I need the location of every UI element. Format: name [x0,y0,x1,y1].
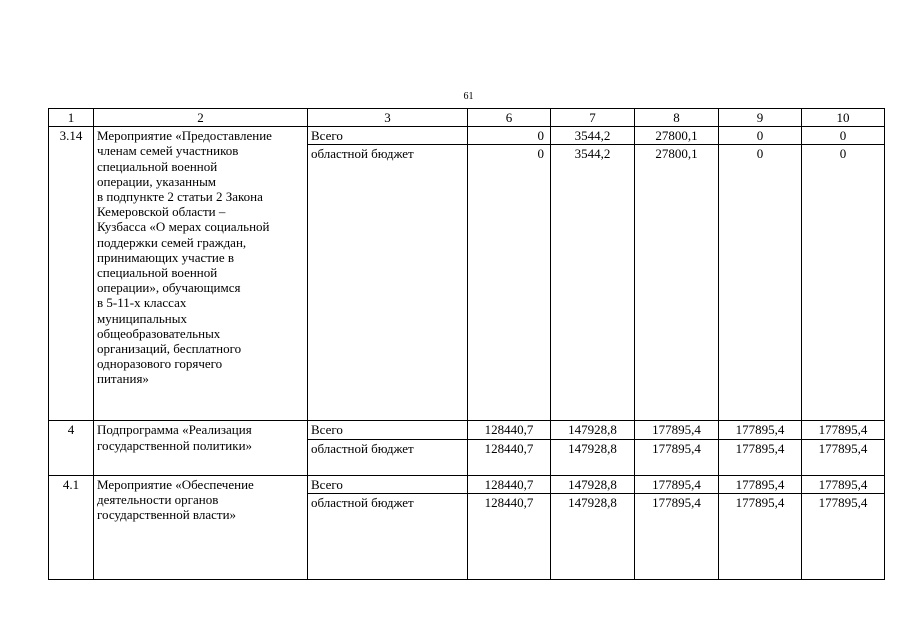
row-code: 3.14 [49,127,94,421]
header-cell: 10 [802,109,885,127]
value-cell: 147928,8 [551,475,635,493]
funding-source: областной бюджет [308,493,468,579]
value-cell: 177895,4 [802,421,885,439]
value-cell: 27800,1 [635,145,719,421]
table-row [49,127,885,145]
value-cell: 147928,8 [551,493,635,579]
value-cell: 177895,4 [802,439,885,475]
funding-source: областной бюджет [308,439,468,475]
header-cell: 3 [308,109,468,127]
funding-source: Всего [308,475,468,493]
value-cell: 3544,2 [551,127,635,145]
value-cell: 147928,8 [551,421,635,439]
page-number: 61 [463,91,474,102]
row-code: 4 [49,421,94,475]
header-cell: 8 [635,109,719,127]
table-row [49,421,885,439]
value-cell: 177895,4 [635,493,719,579]
value-cell: 177895,4 [802,493,885,579]
value-cell: 0 [719,127,802,145]
value-cell: 177895,4 [802,475,885,493]
value-cell: 128440,7 [468,475,551,493]
table-row [49,475,885,493]
value-cell: 27800,1 [635,127,719,145]
table-header-row [49,109,885,127]
value-cell: 147928,8 [551,439,635,475]
funding-source: Всего [308,127,468,145]
value-cell: 0 [468,127,551,145]
header-cell: 9 [719,109,802,127]
row-code: 4.1 [49,475,94,579]
value-cell: 0 [802,145,885,421]
value-cell: 3544,2 [551,145,635,421]
value-cell: 177895,4 [719,493,802,579]
value-cell: 177895,4 [635,421,719,439]
row-name: Мероприятие «Обеспечение деятельности органов государственной власти» [94,475,308,579]
row-name: Подпрограмма «Реализация государственной политики» [94,421,308,475]
value-cell: 128440,7 [468,439,551,475]
value-cell: 0 [468,145,551,421]
value-cell: 177895,4 [719,439,802,475]
value-cell: 128440,7 [468,493,551,579]
value-cell: 177895,4 [719,475,802,493]
value-cell: 0 [719,145,802,421]
value-cell: 128440,7 [468,421,551,439]
header-cell: 6 [468,109,551,127]
budget-table [48,108,885,580]
row-name: Мероприятие «Предоставление членам семей участников специальной военной операции, указанным в подпункте 2 статьи 2 Закона Кемеровской области – Кузбасса «О мерах социальной поддержки семей граждан, принимающих участие в специальной военной операции», обучающимся в 5-11-х классах муниципальных общеобразовательных организаций, бесплатного одноразового горячего питания» [94,127,308,421]
value-cell: 0 [802,127,885,145]
header-cell: 1 [49,109,94,127]
value-cell: 177895,4 [635,475,719,493]
value-cell: 177895,4 [635,439,719,475]
header-cell: 7 [551,109,635,127]
funding-source: областной бюджет [308,145,468,421]
funding-source: Всего [308,421,468,439]
header-cell: 2 [94,109,308,127]
value-cell: 177895,4 [719,421,802,439]
